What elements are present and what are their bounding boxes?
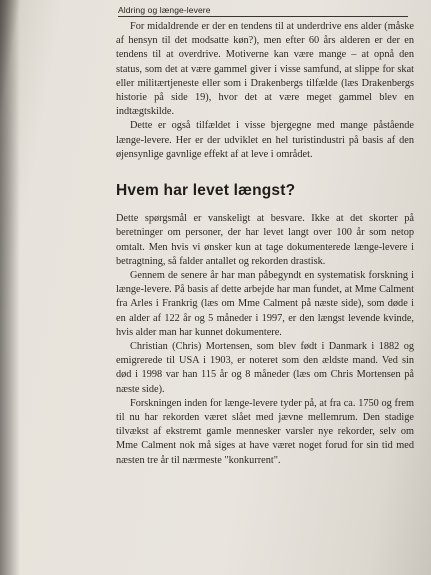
paragraph: Forskningen inden for længe-levere tyder på, at fra ca. 1750 og frem til nu har rekorden været slået med jævne mellemrum. Den stadige tilvækst af ekstremt gamle mennesker varsler nye rekorder, selv om Mme Calment nok må siges at have været noget forud for sin tid med næsten tre år til nærmeste "konkurrent". bbox=[116, 397, 414, 466]
paragraph: Dette spørgsmål er vanskeligt at besvare. Ikke at det skorter på beretninger om personer, der har levet langt over 100 år som netop omtalt. Men hvis vi ønsker kun at tage dokumenterede længe-levere i betragtning, så falder antallet og rekorden drastisk. bbox=[116, 213, 414, 267]
page-gutter-shadow bbox=[0, 0, 20, 575]
paragraph: For midaldrende er der en tendens til at underdrive ens alder (måske af hensyn til det modsatte køn?), men efter 60 års alderen er der en tendens til at overdrive. Motiverne kan være mange – at opnå den status, som det at være gammel giver i visse samfund, at slippe for skat eller militærtjeneste eller som i Drakenbergs tilfælde (læs Drakenbergs historie på side 19), hvor det at være meget gammel blev en indtægtskilde. bbox=[116, 21, 414, 118]
section-heading: Hvem har levet længst? bbox=[116, 182, 296, 200]
header-rule bbox=[118, 16, 408, 17]
paragraph: Dette er også tilfældet i visse bjergegne med mange påstående længe-levere. Her er der udviklet en hel turistindustri på basis af den øjensynlige gavnlige effekt af at leve i området. bbox=[116, 120, 414, 160]
paragraph: Gennem de senere år har man påbegyndt en systematisk forskning i længe-levere. På basis af dette arbejde har man fundet, at Mme Calment fra Arles i Frankrig (læs om Mme Calment på næste side), som døde i en alder af 122 år og 5 måneder i 1997, er den længst levende kvinde, hvis alder man har kunnet dokumentere. bbox=[116, 270, 414, 338]
body-text bbox=[116, 20, 414, 468]
running-head: Aldring og længe-levere bbox=[118, 5, 211, 15]
paragraph: Christian (Chris) Mortensen, som blev født i Danmark i 1882 og emigrerede til USA i 1903, er noteret som den ældste mand. Ved sin død i 1998 var han 115 år og 8 måneder (læs om Chris Mortensen på næste side). bbox=[116, 341, 414, 395]
